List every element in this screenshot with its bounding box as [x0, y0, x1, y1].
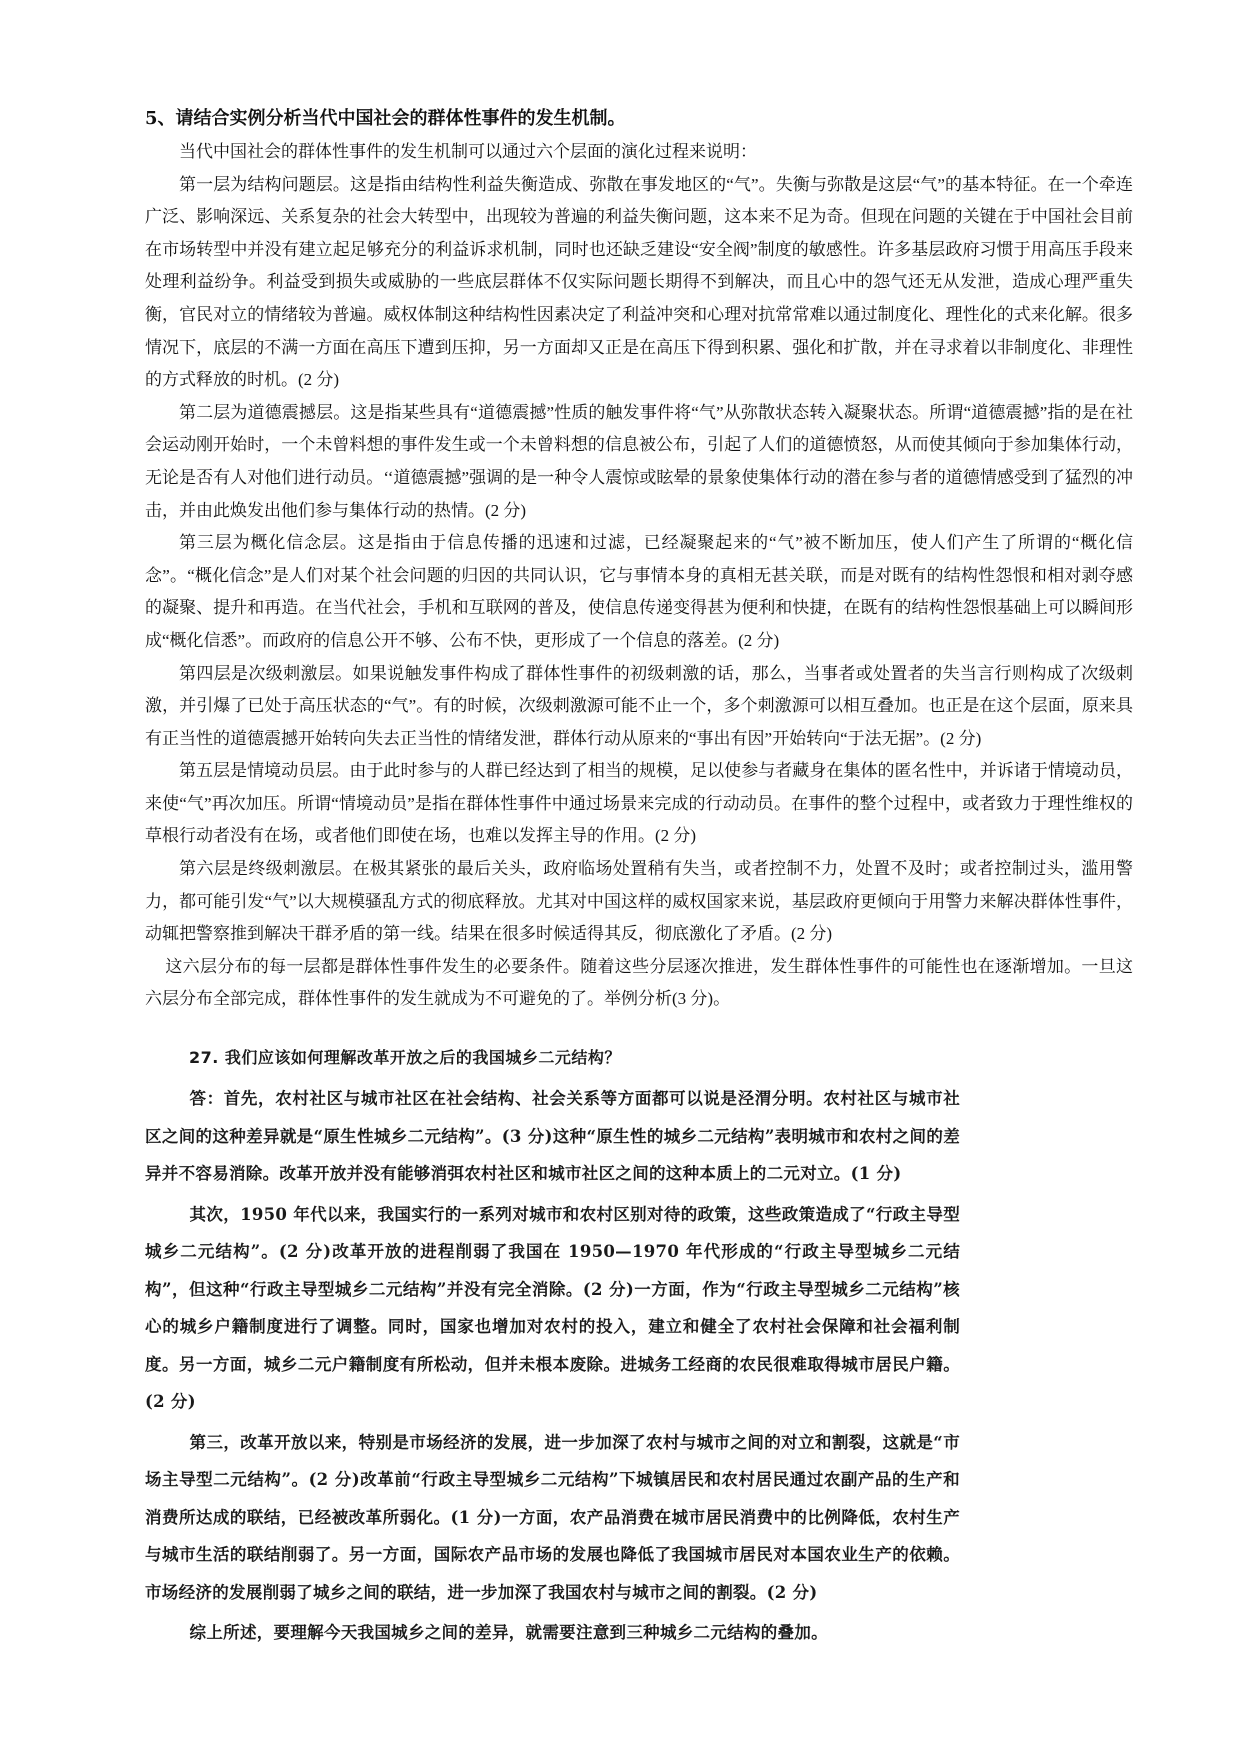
answer-27-first: 答：首先，农村社区与城市社区在社会结构、社会关系等方面都可以说是泾渭分明。农村社区与城市社区之间的这种差异就是“原生性城乡二元结构”。(3 分)这种“原生性的城乡二元结构”表明城市和农村之间的差异并不容易消除。改革开放并没有能够消弭农村社区和城市社区之间的这种本质上的二元对立。(1 分)	[145, 1089, 960, 1183]
question-5-section	[145, 104, 1133, 1016]
answer-5-layer-6: 第六层是终级刺激层。在极其紧张的最后关头，政府临场处置稍有失当，或者控制不力，处置不及时；或者控制过头，滥用警力，都可能引发“气”以大规模骚乱方式的彻底释放。尤其对中国这样的威权国家来说，基层政府更倾向于用警力来解决群体性事件，动辄把警察推到解决干群矛盾的第一线。结果在很多时候适得其反，彻底激化了矛盾。(2 分)	[145, 859, 1133, 944]
question-27-section	[145, 1042, 960, 1652]
answer-27-third: 第三，改革开放以来，特别是市场经济的发展，进一步加深了农村与城市之间的对立和割裂，这就是“市场主导型二元结构”。(2 分)改革前“行政主导型城乡二元结构”下城镇居民和农村居民通过农副产品的生产和消费所达成的联结，已经被改革所弱化。(1 分)一方面，农产品消费在城市居民消费中的比例降低，农村生产与城市生活的联结削弱了。另一方面，国际农产品市场的发展也降低了我国城市居民对本国农业生产的依赖。市场经济的发展削弱了城乡之间的联结，进一步加深了我国农村与城市之间的割裂。(2 分)	[145, 1432, 960, 1602]
answer-5-layer-4: 第四层是次级刺激层。如果说触发事件构成了群体性事件的初级刺激的话，那么，当事者或处置者的失当言行则构成了次级刺激，并引爆了已处于高压状态的“气”。有的时候，次级刺激源可能不止一个，多个刺激源可以相互叠加。也正是在这个层面，原来具有正当性的道德震撼开始转向失去正当性的情绪发泄，群体行动从原来的“事出有因”开始转向“于法无据”。(2 分)	[145, 663, 1133, 748]
answer-5-conclusion: 这六层分布的每一层都是群体性事件发生的必要条件。随着这些分层逐次推进，发生群体性事件的可能性也在逐渐增加。一旦这六层分布全部完成，群体性事件的发生就成为不可避免的了。举例分析(3 分)。	[145, 956, 1133, 1009]
answer-5-intro: 当代中国社会的群体性事件的发生机制可以通过六个层面的演化过程来说明：	[179, 142, 757, 161]
question-27-title: 27. 我们应该如何理解改革开放之后的我国城乡二元结构？	[189, 1048, 621, 1067]
answer-5-layer-1: 第一层为结构问题层。这是指由结构性利益失衡造成、弥散在事发地区的“气”。失衡与弥散是这层“气”的基本特征。在一个牵连广泛、影响深远、关系复杂的社会大转型中，出现较为普遍的利益失衡问题，这本来不足为奇。但现在问题的关键在于中国社会目前在市场转型中并没有建立起足够充分的利益诉求机制，同时也还缺乏建设“安全阀”制度的敏感性。许多基层政府习惯于用高压手段来处理利益纷争。利益受到损失或威胁的一些底层群体不仅实际问题长期得不到解决，而且心中的怨气还无从发泄，造成心理严重失衡，官民对立的情绪较为普遍。威权体制这种结构性因素决定了利益冲突和心理对抗常常难以通过制度化、理性化的式来化解。很多情况下，底层的不满一方面在高压下遭到压抑，另一方面却又正是在高压下得到积累、强化和扩散，并在寻求着以非制度化、非理性的方式释放的时机。(2 分)	[145, 174, 1133, 390]
answer-5-layer-3: 第三层为概化信念层。这是指由于信息传播的迅速和过滤，已经凝聚起来的“气”被不断加压，使人们产生了所谓的“概化信念”。“概化信念”是人们对某个社会问题的归因的共同认识，它与事情本身的真相无甚关联，而是对既有的结构性怨恨和相对剥夺感的凝聚、提升和再造。在当代社会，手机和互联网的普及，使信息传递变得甚为便利和快捷，在既有的结构性怨恨基础上可以瞬间形成“概化信悉”。而政府的信息公开不够、公布不快，更形成了一个信息的落差。(2 分)	[145, 533, 1133, 650]
answer-27-second: 其次，1950 年代以来，我国实行的一系列对城市和农村区别对待的政策，这些政策造成了“行政主导型城乡二元结构”。(2 分)改革开放的进程削弱了我国在 1950—1970 年代形成的“行政主导型城乡二元结构”，但这种“行政主导型城乡二元结构”并没有完全消除。(2 分)一方面，作为“行政主导型城乡二元结构”核心的城乡户籍制度进行了调整。同时，国家也增加对农村的投入，建立和健全了农村社会保障和社会福利制度。另一方面，城乡二元户籍制度有所松动，但并未根本废除。进城务工经商的农民很难取得城市居民户籍。(2 分)	[145, 1204, 960, 1411]
question-5-title: 5、请结合实例分析当代中国社会的群体性事件的发生机制。	[145, 108, 626, 129]
answer-5-layer-2: 第二层为道德震撼层。这是指某些具有“道德震撼”性质的触发事件将“气”从弥散状态转入凝聚状态。所谓“道德震撼”指的是在社会运动刚开始时，一个未曾料想的事件发生或一个未曾料想的信息被公布，引起了人们的道德愤怒，从而使其倾向于参加集体行动，无论是否有人对他们进行动员。‘‘道德震撼”强调的是一种令人震惊或眩晕的景象使集体行动的潜在参与者的道德情感受到了猛烈的冲击，并由此焕发出他们参与集体行动的热情。(2 分)	[145, 402, 1133, 520]
answer-27-summary: 综上所述，要理解今天我国城乡之间的差异，就需要注意到三种城乡二元结构的叠加。	[189, 1623, 828, 1642]
answer-5-layer-5: 第五层是情境动员层。由于此时参与的人群已经达到了相当的规模，足以使参与者藏身在集体的匿名性中，并诉诸于情境动员，来使“气”再次加压。所谓“情境动员”是指在群体性事件中通过场景来完成的行动动员。在事件的整个过程中，或者致力于理性维权的草根行动者没有在场，或者他们即使在场，也难以发挥主导的作用。(2 分)	[145, 761, 1133, 846]
